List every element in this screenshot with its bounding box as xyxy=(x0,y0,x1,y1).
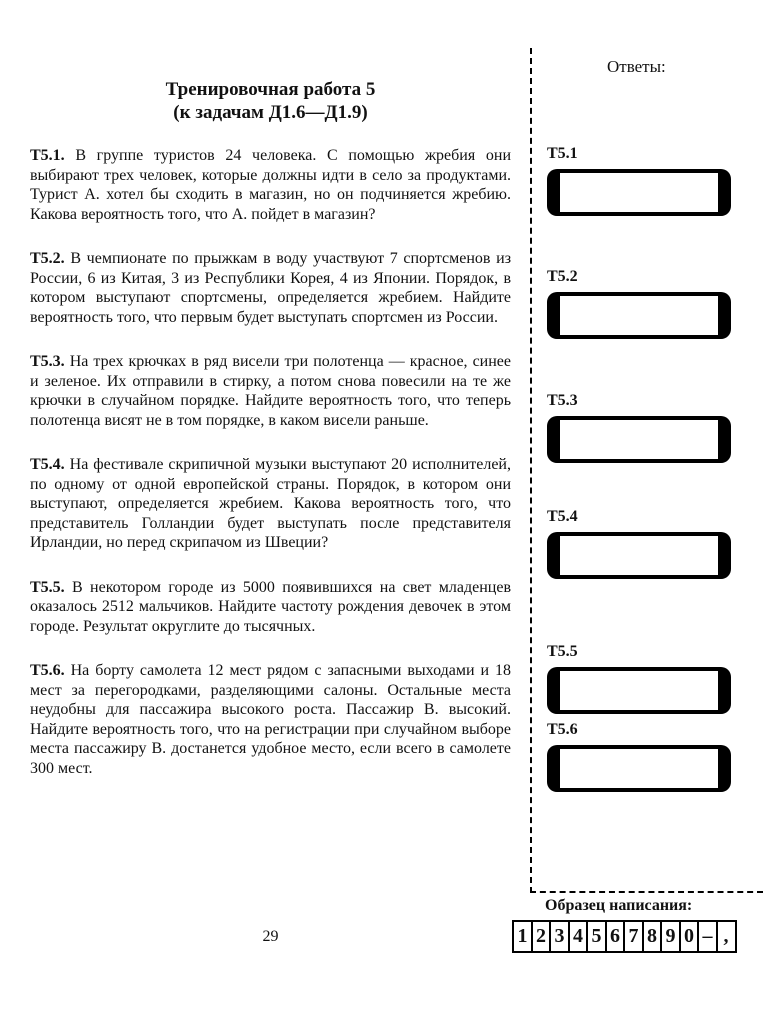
sample-char: 4 xyxy=(568,920,589,953)
answer-item-t5-4 xyxy=(547,508,737,579)
answer-label: Т5.3 xyxy=(547,392,578,409)
answer-box xyxy=(547,416,731,463)
sample-char: 3 xyxy=(549,920,570,953)
problem-number: Т5.5. xyxy=(30,578,65,596)
answer-label: Т5.1 xyxy=(547,145,578,162)
sample-char: 2 xyxy=(531,920,552,953)
problem-text: В некотором городе из 5000 появившихся на свет младенцев оказалось 2512 мальчиков. Найдите частоту рождения девочек в этом городе. Результат округлите до тысячных. xyxy=(30,578,511,635)
answer-item-t5-3 xyxy=(547,392,737,463)
answer-label: Т5.2 xyxy=(547,268,578,285)
main-column xyxy=(30,78,511,803)
problem-t5-6 xyxy=(30,661,511,778)
answer-label: Т5.5 xyxy=(547,643,578,660)
problem-t5-5 xyxy=(30,578,511,637)
answer-box xyxy=(547,745,731,792)
sample-char: 8 xyxy=(642,920,663,953)
problem-text: На трех крючках в ряд висели три полотенца — красное, синее и зеленое. Их отправили в стирку, а потом снова повесили на те же крючки в случайном порядке. Найдите вероятность того, что теперь полотенца висят не в том порядке, в каком висели раньше. xyxy=(30,353,512,429)
problem-number: Т5.1. xyxy=(30,147,65,164)
sample-char: 7 xyxy=(623,920,644,953)
problem-text: В группе туристов 24 человека. С помощью жребия они выбирают трех человек, которые должны идти в село за продуктами. Турист А. хотел бы сходить в магазин, но он подчиняется жребию. Какова вероятность того, что А. пойдет в магазин? xyxy=(30,147,512,223)
problem-number: Т5.4. xyxy=(30,456,65,473)
problem-t5-3 xyxy=(30,352,511,430)
answer-box xyxy=(547,532,731,579)
problem-number: Т5.6. xyxy=(30,662,65,679)
problem-t5-1 xyxy=(30,146,511,224)
answer-item-t5-2 xyxy=(547,268,737,339)
sample-char: , xyxy=(716,920,737,953)
problem-text: На борту самолета 12 мест рядом с запасными выходами и 18 мест за перегородками, разделяющими салоны. Остальные места неудобны для пассажира высокого роста. Пассажир В. высокий. Найдите вероятность того, что на регистрации при случайном выборе места пассажиру В. достанется удобное место, если всего в самолете 300 мест. xyxy=(30,662,511,777)
problem-text: На фестивале скрипичной музыки выступают 20 исполнителей, по одному от одной европейской страны. Порядок, в котором они выступают, определяется жребием. Какова вероятность того, что представитель Голландии будет выступать после представителя Ирландии, но перед скрипачом из Швеции? xyxy=(30,456,511,551)
answer-box xyxy=(547,169,731,216)
problem-t5-2 xyxy=(30,249,511,327)
answer-label: Т5.6 xyxy=(547,721,578,738)
sample-char: 6 xyxy=(605,920,626,953)
problem-number: Т5.2. xyxy=(30,250,65,267)
writing-sample-row xyxy=(512,920,737,953)
answer-box xyxy=(547,667,731,714)
answer-box xyxy=(547,292,731,339)
problem-t5-4 xyxy=(30,455,511,553)
sample-char: – xyxy=(697,920,718,953)
answer-item-t5-1 xyxy=(547,145,737,216)
problem-number: Т5.3. xyxy=(30,353,65,370)
answer-label: Т5.4 xyxy=(547,508,578,525)
sample-char: 0 xyxy=(679,920,700,953)
problem-text: В чемпионате по прыжкам в воду участвуют 7 спортсменов из России, 6 из Китая, 3 из Республики Корея, 4 из Японии. Порядок, в котором выступают спортсмены, определяется жребием. Найдите вероятность того, что первым будет выступать спортсмен из России. xyxy=(30,250,512,326)
sample-char: 1 xyxy=(512,920,533,953)
sample-char: 9 xyxy=(660,920,681,953)
divider-dashed-horizontal xyxy=(530,891,763,893)
writing-sample-label: Образец написания: xyxy=(545,897,693,914)
page-title-line2: (к задачам Д1.6—Д1.9) xyxy=(173,102,368,123)
page-number: 29 xyxy=(262,928,279,945)
sample-char: 5 xyxy=(586,920,607,953)
page-title xyxy=(30,78,511,124)
answers-header: Ответы: xyxy=(607,57,666,76)
answer-item-t5-6 xyxy=(547,721,737,792)
page-title-line1: Тренировочная работа 5 xyxy=(165,79,376,100)
answer-item-t5-5 xyxy=(547,643,737,714)
divider-dashed-vertical xyxy=(530,48,532,893)
